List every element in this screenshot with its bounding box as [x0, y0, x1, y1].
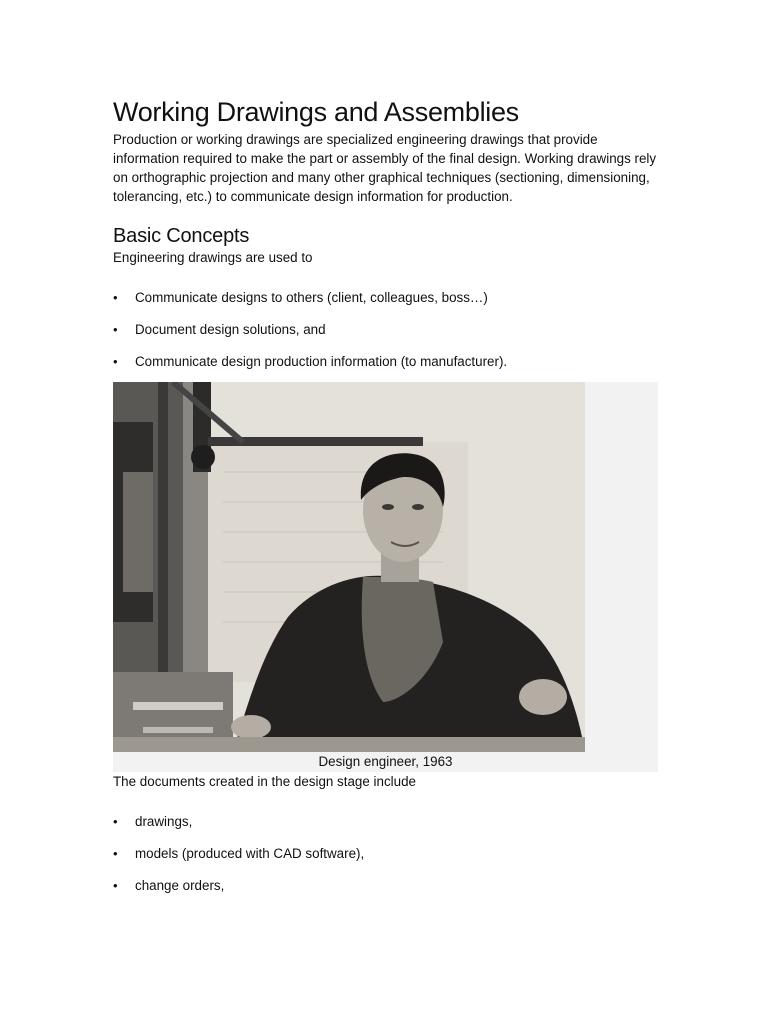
section-lead: Engineering drawings are used to — [113, 250, 313, 265]
engineer-photo — [113, 382, 585, 752]
list-item: • Document design solutions, and — [113, 320, 658, 339]
list-item: • Communicate designs to others (client, colleagues, boss…) — [113, 288, 658, 307]
figure-caption: Design engineer, 1963 — [318, 754, 453, 769]
list-item: • Communicate design production information (to manufacturer). — [113, 352, 658, 371]
list-item: • change orders, — [113, 876, 658, 895]
documents-lead: The documents created in the design stage include — [113, 774, 416, 789]
uses-list — [113, 288, 658, 371]
intro-paragraph: Production or working drawings are specialized engineering drawings that provide information required to make the part or assembly of the final design. Working drawings rely on orthographic projection and many other graphical techniques (sectioning, dimensioning, tolerancing, etc.) to communicate design information for production. — [113, 132, 657, 204]
page-title: Working Drawings and Assemblies — [113, 97, 519, 127]
section-heading: Basic Concepts — [113, 225, 250, 247]
list-item: • models (produced with CAD software), — [113, 844, 658, 863]
list-item: • drawings, — [113, 812, 658, 831]
document-page — [113, 96, 658, 908]
documents-list — [113, 812, 658, 895]
figure — [113, 382, 658, 772]
